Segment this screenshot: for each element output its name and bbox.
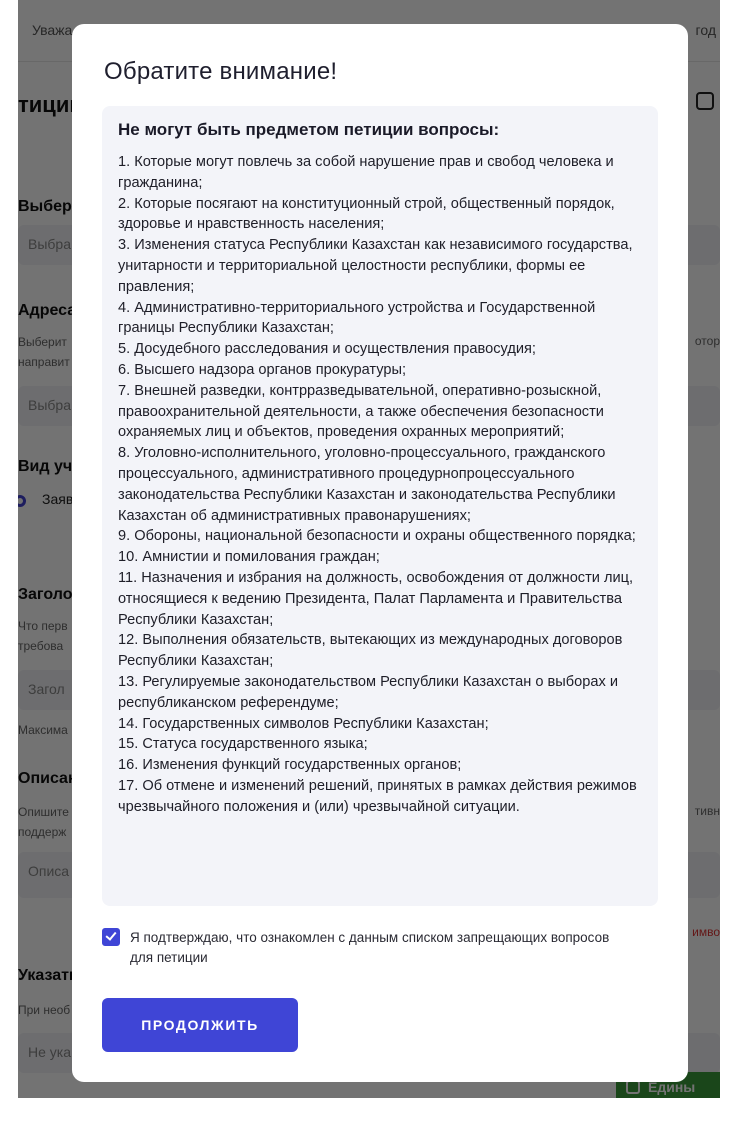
confirm-label: Я подтверждаю, что ознакомлен с данным списком запрещающих вопросов для петиции bbox=[130, 930, 610, 965]
restriction-item: 2. Которые посягают на конституционный строй, общественный порядок, здоровье и нравственность населения; bbox=[118, 195, 615, 233]
restrictions-info-box bbox=[102, 106, 658, 906]
restriction-item: 4. Административно-территориального устройства и Государственной границы Республики Казахстан; bbox=[118, 299, 596, 337]
confirm-checkbox[interactable] bbox=[102, 928, 120, 946]
restriction-item: 7. Внешней разведки, контрразведывательной, оперативно-розыскной, правоохранительной деятельности, а также обеспечения безопасности охраняемых лиц и объектов, проведения охранных мероприятий; bbox=[118, 382, 604, 441]
restriction-item: 11. Назначения и избрания на должность, освобождения от должности лиц, относящиеся к ведению Президента, Палат Парламента и Правительства Республики Казахстан; bbox=[118, 569, 634, 628]
restriction-item: 6. Высшего надзора органов прокуратуры; bbox=[118, 361, 407, 378]
restriction-item: 8. Уголовно-исполнительного, уголовно-процессуального, гражданского процессуального, административного процедурнопроцессуального законодательства Республики Казахстан и законодательства Республики Казахстан об административных правонарушениях; bbox=[118, 445, 616, 524]
restriction-item: 1. Которые могут повлечь за собой нарушение прав и свобод человека и гражданина; bbox=[118, 154, 614, 191]
restriction-item: 9. Обороны, национальной безопасности и охраны общественного порядка; bbox=[118, 528, 636, 545]
restriction-item: 3. Изменения статуса Республики Казахстан как независимого государства, унитарности и территориальной целостности республики, формы ее правления; bbox=[118, 237, 633, 295]
restriction-item: 13. Регулируемые законодательством Республики Казахстан о выборах и республиканском референдуме; bbox=[118, 673, 618, 711]
check-icon bbox=[105, 929, 116, 941]
restriction-item: 14. Государственных символов Республики Казахстан; bbox=[118, 715, 489, 732]
restriction-item: 10. Амнистии и помилования граждан; bbox=[118, 549, 380, 566]
restriction-item: 16. Изменения функций государственных органов; bbox=[118, 757, 462, 774]
restrictions-heading: Не могут быть предметом петиции вопросы: bbox=[118, 120, 500, 139]
restrictions-list bbox=[118, 152, 642, 818]
continue-button[interactable]: ПРОДОЛЖИТЬ bbox=[102, 998, 298, 1052]
notice-modal bbox=[72, 24, 688, 1082]
restriction-item: 5. Досудебного расследования и осуществления правосудия; bbox=[118, 341, 536, 358]
restriction-item: 15. Статуса государственного языка; bbox=[118, 736, 368, 753]
restriction-item: 17. Об отмене и изменений решений, принятых в рамках действия режимов чрезвычайного положения и (или) чрезвычайной ситуации. bbox=[118, 777, 637, 815]
modal-title: Обратите внимание! bbox=[104, 58, 338, 85]
restriction-item: 12. Выполнения обязательств, вытекающих из международных договоров Республики Казахстан; bbox=[118, 632, 623, 670]
